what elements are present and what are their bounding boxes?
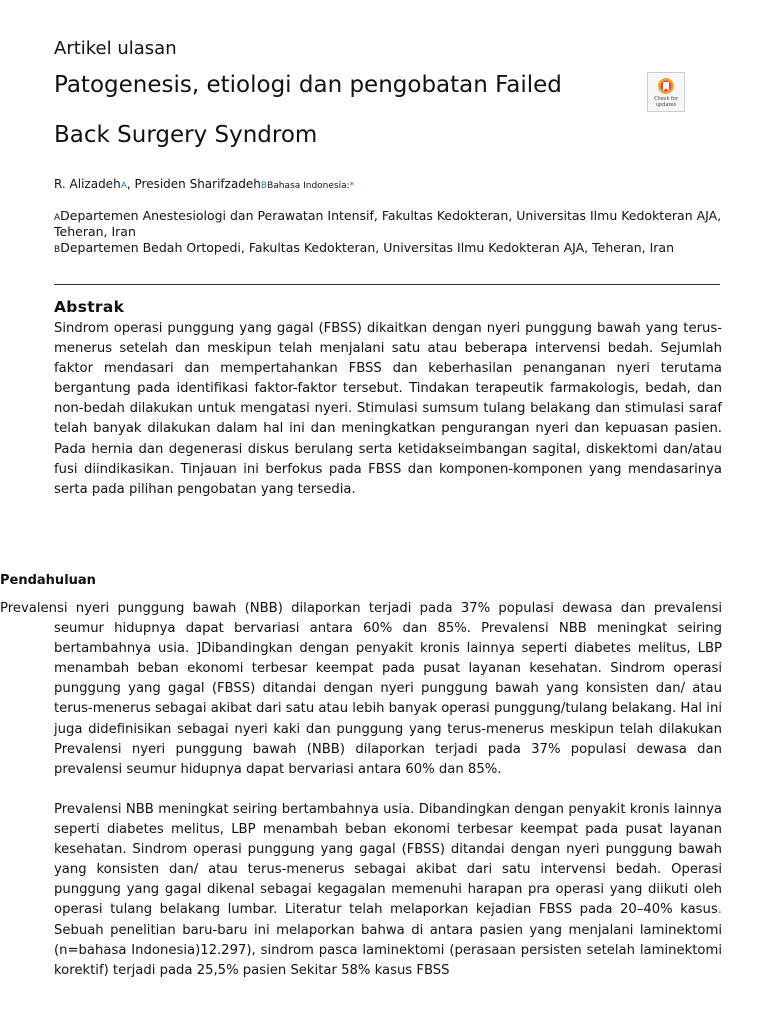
author-name[interactable]: Presiden Sharifzadeh	[134, 177, 261, 191]
affiliation-mark: A	[54, 213, 61, 223]
article-type: Artikel ulasan	[54, 38, 177, 59]
author-list	[54, 177, 354, 191]
introduction-paragraph-1: Prevalensi nyeri punggung bawah (NBB) dilaporkan terjadi pada 37% populasi dewasa dan prevalensi seumur hidupnya dapat bervariasi antara 60% dan 85%. Prevalensi NBB meningkat seiring bertambahnya usia. ]Dibandingkan dengan penyakit kronis lainnya seperti diabetes melitus, LBP menambah beban ekonomi terbesar keempat pada pusat layanan kesehatan. Sindrom operasi punggung yang gagal (FBSS) ditandai dengan nyeri punggung bawah yang konsisten dan/ atau terus-menerus sebagai akibat dari satu atau lebih banyak operasi punggung/tulang belakang. Hal ini juga didefinisikan sebagai nyeri kaki dan punggung yang terus-menerus meskipun telah dilakukan Prevalensi nyeri punggung bawah (NBB) dilaporkan terjadi pada 37% populasi dewasa dan prevalensi seumur hidupnya dapat bervariasi antara 60% dan 85%.	[0, 601, 722, 777]
affiliation-mark: B	[54, 245, 61, 255]
introduction-paragraph-2	[54, 800, 722, 981]
check-for-updates-icon	[656, 76, 676, 96]
language-note: Bahasa Indonesia:	[267, 181, 350, 191]
affiliation	[54, 241, 722, 257]
section-divider	[54, 284, 720, 285]
citation-link[interactable]: .	[717, 902, 722, 918]
article-title-line-2: Back Surgery Syndrom	[54, 122, 318, 148]
affiliation	[54, 209, 722, 239]
check-for-updates-badge[interactable]	[647, 72, 685, 112]
author-affiliation-mark: A	[120, 181, 127, 191]
corresponding-author-mark[interactable]: *	[349, 181, 355, 191]
author-affiliation-mark: B	[260, 181, 268, 191]
abstract-text: Sindrom operasi punggung yang gagal (FBSS) dikaitkan dengan nyeri punggung bawah yang terus-menerus setelah dan meskipun telah menjalani satu atau beberapa intervensi bedah. Sejumlah faktor mendasari dan mempertahankan FBSS dan keberhasilan penanganan nyeri terutama bergantung pada identifikasi faktor-faktor tersebut. Tindakan terapeutik farmakologis, bedah, dan non-bedah dilakukan untuk mengatasi nyeri. Stimulasi sumsum tulang belakang dan stimulasi saraf telah banyak dilakukan dalam hal ini dan meningkatkan pengurangan nyeri dan kepuasan pasien. Pada hernia dan degenerasi diskus berulang serta ketidakseimbangan sagital, diskektomi dan/atau fusi diindikasikan. Tinjauan ini berfokus pada FBSS dan komponen-komponen yang mendasarinya serta pada pilihan pengobatan yang tersedia.	[54, 321, 722, 497]
affiliation-text: Departemen Anestesiologi dan Perawatan Intensif, Fakultas Kedokteran, Universitas Ilmu Kedokteran AJA, Teheran, Iran	[54, 208, 722, 239]
author-separator: ,	[126, 177, 135, 191]
affiliation-text: Departemen Bedah Ortopedi, Fakultas Kedokteran, Universitas Ilmu Kedokteran AJA, Teheran, Iran	[60, 240, 675, 255]
paragraph-text: Prevalensi NBB meningkat seiring bertambahnya usia. Dibandingkan dengan penyakit kronis lainnya seperti diabetes melitus, LBP menambah beban ekonomi terbesar keempat pada pusat layanan kesehatan. Sindrom operasi punggung yang gagal (FBSS) ditandai dengan nyeri punggung bawah yang konsisten dan/ atau terus-menerus sebagai akibat dari satu intervensi bedah. Operasi punggung yang gagal dikenal sebagai kegagalan memenuhi harapan pra operasi yang diikuti oleh operasi tulang belakang lumbar. Literatur telah melaporkan kejadian FBSS pada 20–40% kasus	[54, 802, 722, 918]
paragraph-text: Sebuah penelitian baru-baru ini melaporkan bahwa di antara pasien yang menjalani laminektomi (n=bahasa Indonesia)12.297), sindrom pasca laminektomi (perasaan persisten setelah laminektomi korektif) terjadi pada 25,5% pasien Sekitar 58% kasus FBSS	[54, 922, 722, 978]
abstract-heading: Abstrak	[54, 298, 125, 316]
article-title-line-1: Patogenesis, etiologi dan pengobatan Failed	[54, 72, 562, 98]
introduction-heading: Pendahuluan	[0, 573, 96, 588]
author-name[interactable]: R. Alizadeh	[54, 177, 121, 191]
badge-caption: Check for updates	[654, 96, 678, 108]
